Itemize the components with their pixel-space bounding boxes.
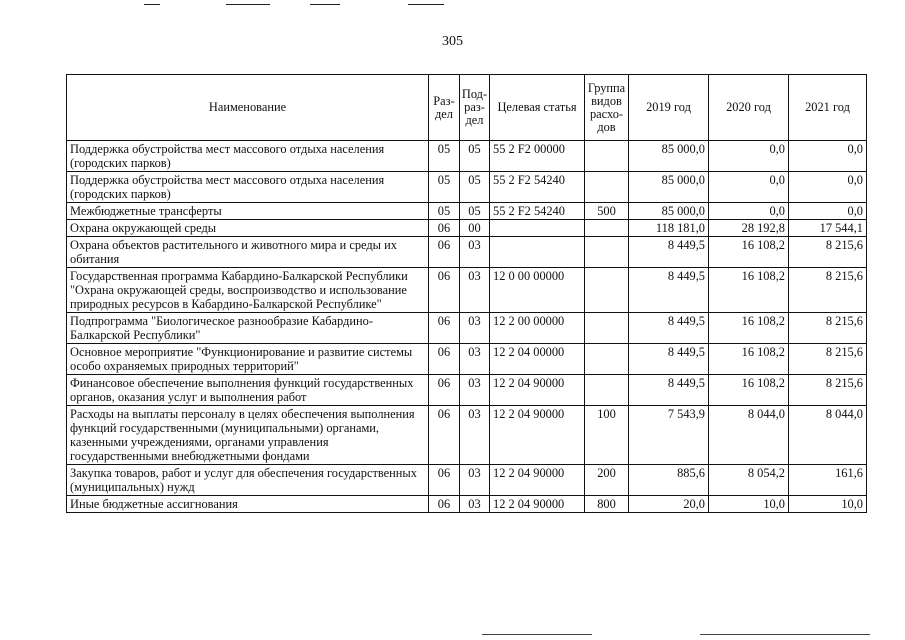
row-2021: 0,0 (789, 172, 867, 203)
row-2020: 16 108,2 (709, 375, 789, 406)
row-2020: 0,0 (709, 172, 789, 203)
row-subsection: 03 (460, 406, 490, 465)
table-row (67, 406, 867, 465)
header-2019: 2019 год (629, 75, 709, 141)
row-expense-group: 100 (585, 406, 629, 465)
row-name: Основное мероприятие "Функционирование и развитие системы особо охраняемых природных территорий" (67, 344, 429, 375)
row-name: Государственная программа Кабардино-Балкарской Республики "Охрана окружающей среды, воспроизводство и использование природных ресурсов в Кабардино-Балкарской Республике" (67, 268, 429, 313)
row-2021: 8 215,6 (789, 375, 867, 406)
row-2019: 8 449,5 (629, 268, 709, 313)
row-2021: 8 044,0 (789, 406, 867, 465)
row-section: 06 (429, 406, 460, 465)
row-2021: 161,6 (789, 465, 867, 496)
row-target-article (490, 237, 585, 268)
row-target-article: 55 2 F2 00000 (490, 141, 585, 172)
header-row (67, 75, 867, 141)
row-section: 06 (429, 496, 460, 513)
row-2019: 85 000,0 (629, 141, 709, 172)
row-name: Расходы на выплаты персоналу в целях обеспечения выполнения функций государственными (муниципальными) органами, казенными учреждениями, органами управления государственными внебюджетными фондами (67, 406, 429, 465)
table-row (67, 268, 867, 313)
table-row (67, 172, 867, 203)
row-section: 05 (429, 141, 460, 172)
row-subsection: 00 (460, 220, 490, 237)
top-rule-4 (408, 4, 444, 5)
row-2019: 8 449,5 (629, 344, 709, 375)
table-row (67, 344, 867, 375)
row-expense-group (585, 220, 629, 237)
row-section: 06 (429, 375, 460, 406)
row-section: 05 (429, 203, 460, 220)
row-2020: 16 108,2 (709, 313, 789, 344)
header-2020: 2020 год (709, 75, 789, 141)
row-subsection: 03 (460, 344, 490, 375)
table-row (67, 375, 867, 406)
header-target-article: Целевая статья (490, 75, 585, 141)
row-target-article (490, 220, 585, 237)
row-2020: 0,0 (709, 203, 789, 220)
row-target-article: 12 2 04 90000 (490, 406, 585, 465)
top-rule-1 (144, 4, 160, 5)
row-2021: 17 544,1 (789, 220, 867, 237)
top-rule-2 (226, 4, 270, 5)
table-row (67, 220, 867, 237)
row-target-article: 12 0 00 00000 (490, 268, 585, 313)
top-rule-3 (310, 4, 340, 5)
row-target-article: 12 2 04 00000 (490, 344, 585, 375)
row-section: 06 (429, 237, 460, 268)
row-expense-group (585, 141, 629, 172)
row-2020: 10,0 (709, 496, 789, 513)
row-name: Иные бюджетные ассигнования (67, 496, 429, 513)
row-target-article: 55 2 F2 54240 (490, 203, 585, 220)
row-name: Охрана окружающей среды (67, 220, 429, 237)
row-expense-group (585, 313, 629, 344)
row-2021: 8 215,6 (789, 237, 867, 268)
row-2019: 20,0 (629, 496, 709, 513)
row-name: Финансовое обеспечение выполнения функций государственных органов, оказания услуг и выполнения работ (67, 375, 429, 406)
row-2019: 885,6 (629, 465, 709, 496)
row-expense-group (585, 172, 629, 203)
row-2020: 16 108,2 (709, 237, 789, 268)
row-2020: 0,0 (709, 141, 789, 172)
row-2019: 8 449,5 (629, 313, 709, 344)
row-subsection: 05 (460, 141, 490, 172)
row-expense-group (585, 375, 629, 406)
header-name: Наименование (67, 75, 429, 141)
table-row (67, 141, 867, 172)
row-section: 06 (429, 465, 460, 496)
row-2019: 8 449,5 (629, 375, 709, 406)
bottom-rule-1 (482, 634, 592, 635)
row-subsection: 05 (460, 172, 490, 203)
row-expense-group (585, 344, 629, 375)
row-2020: 16 108,2 (709, 344, 789, 375)
row-2019: 85 000,0 (629, 172, 709, 203)
header-expense-group: Группа видов расхо-дов (585, 75, 629, 141)
row-subsection: 03 (460, 313, 490, 344)
row-2019: 8 449,5 (629, 237, 709, 268)
row-target-article: 55 2 F2 54240 (490, 172, 585, 203)
row-name: Поддержка обустройства мест массового отдыха населения (городских парков) (67, 172, 429, 203)
table-row (67, 237, 867, 268)
budget-table (66, 74, 867, 513)
row-2020: 28 192,8 (709, 220, 789, 237)
row-name: Межбюджетные трансферты (67, 203, 429, 220)
table-row (67, 496, 867, 513)
row-expense-group (585, 237, 629, 268)
row-name: Охрана объектов растительного и животного мира и среды их обитания (67, 237, 429, 268)
row-subsection: 03 (460, 237, 490, 268)
row-name: Подпрограмма "Биологическое разнообразие Кабардино-Балкарской Республики" (67, 313, 429, 344)
table-row (67, 203, 867, 220)
row-expense-group: 200 (585, 465, 629, 496)
row-2019: 7 543,9 (629, 406, 709, 465)
table-body (67, 141, 867, 513)
row-2021: 8 215,6 (789, 268, 867, 313)
row-target-article: 12 2 00 00000 (490, 313, 585, 344)
row-expense-group: 500 (585, 203, 629, 220)
row-subsection: 03 (460, 375, 490, 406)
row-2019: 85 000,0 (629, 203, 709, 220)
row-expense-group: 800 (585, 496, 629, 513)
bottom-rule-2 (700, 634, 870, 635)
row-2020: 16 108,2 (709, 268, 789, 313)
header-2021: 2021 год (789, 75, 867, 141)
row-section: 06 (429, 268, 460, 313)
row-section: 05 (429, 172, 460, 203)
row-target-article: 12 2 04 90000 (490, 465, 585, 496)
row-expense-group (585, 268, 629, 313)
row-2020: 8 044,0 (709, 406, 789, 465)
row-2021: 0,0 (789, 203, 867, 220)
row-2021: 10,0 (789, 496, 867, 513)
page-number: 305 (442, 34, 463, 49)
row-subsection: 03 (460, 268, 490, 313)
table-row (67, 313, 867, 344)
row-target-article: 12 2 04 90000 (490, 375, 585, 406)
row-subsection: 05 (460, 203, 490, 220)
row-section: 06 (429, 220, 460, 237)
row-name: Поддержка обустройства мест массового отдыха населения (городских парков) (67, 141, 429, 172)
header-section: Раз-дел (429, 75, 460, 141)
row-target-article: 12 2 04 90000 (490, 496, 585, 513)
row-2019: 118 181,0 (629, 220, 709, 237)
header-subsection: Под-раз-дел (460, 75, 490, 141)
row-name: Закупка товаров, работ и услуг для обеспечения государственных (муниципальных) нужд (67, 465, 429, 496)
row-2020: 8 054,2 (709, 465, 789, 496)
row-subsection: 03 (460, 496, 490, 513)
row-2021: 8 215,6 (789, 313, 867, 344)
row-2021: 0,0 (789, 141, 867, 172)
row-section: 06 (429, 313, 460, 344)
row-section: 06 (429, 344, 460, 375)
table-row (67, 465, 867, 496)
row-subsection: 03 (460, 465, 490, 496)
row-2021: 8 215,6 (789, 344, 867, 375)
